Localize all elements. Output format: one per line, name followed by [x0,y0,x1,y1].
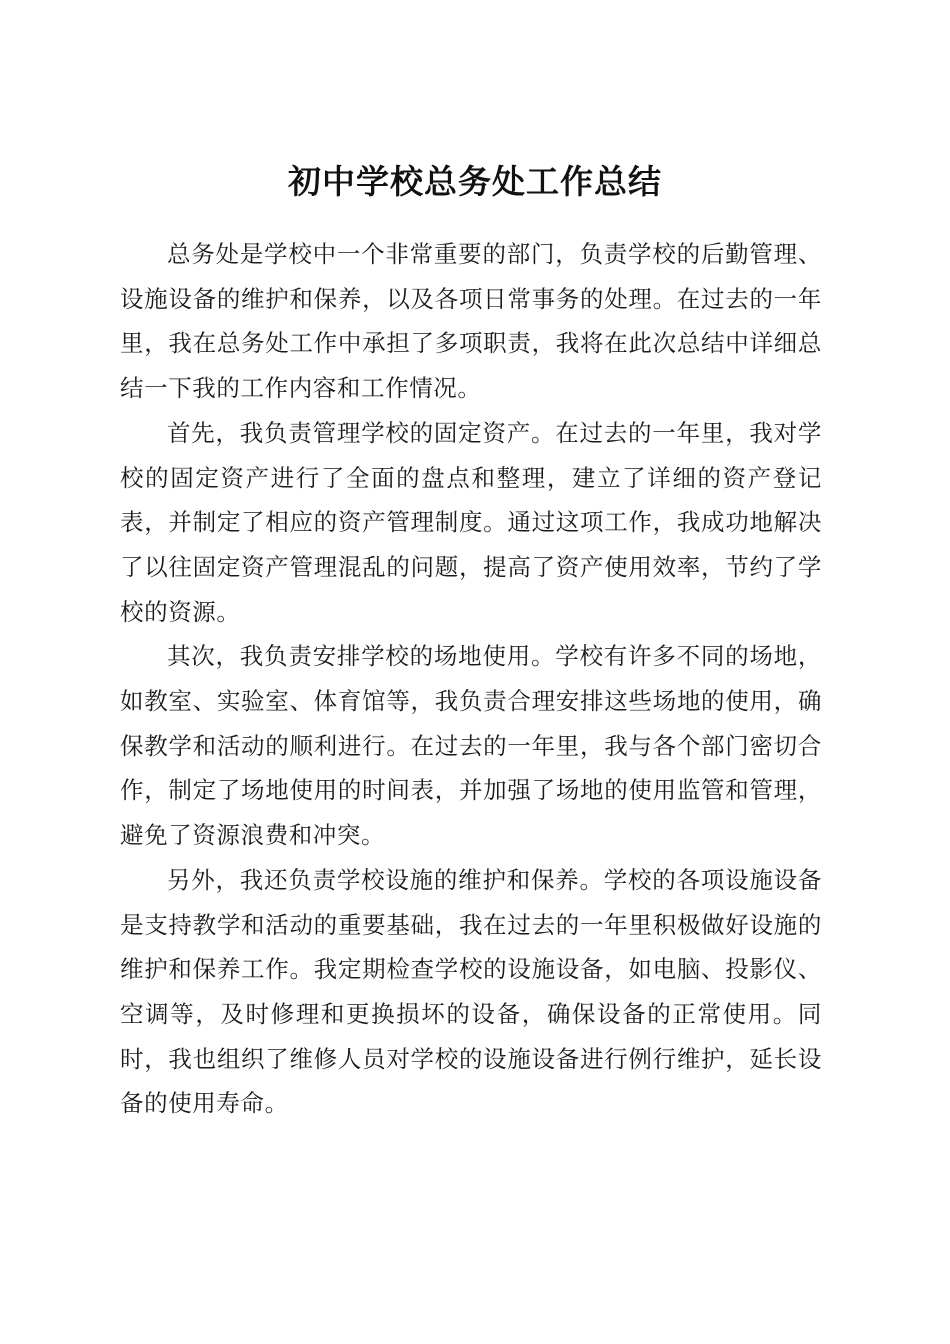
paragraph-facility-maintenance: 另外，我还负责学校设施的维护和保养。学校的各项设施设备是支持教学和活动的重要基础，我在过去的一年里积极做好设施的维护和保养工作。我定期检查学校的设施设备，如电脑、投影仪、空调等，及时修理和更换损坏的设备，确保设备的正常使用。同时，我也组织了维修人员对学校的设施设备进行例行维护，延长设备的使用寿命。 [120,865,822,1118]
paragraph-fixed-assets: 首先，我负责管理学校的固定资产。在过去的一年里，我对学校的固定资产进行了全面的盘点和整理，建立了详细的资产登记表，并制定了相应的资产管理制度。通过这项工作，我成功地解决了以往固定资产管理混乱的问题，提高了资产使用效率，节约了学校的资源。 [120,418,822,626]
page-title: 初中学校总务处工作总结 [288,162,662,202]
paragraph-venue-scheduling: 其次，我负责安排学校的场地使用。学校有许多不同的场地，如教室、实验室、体育馆等，我负责合理安排这些场地的使用，确保教学和活动的顺利进行。在过去的一年里，我与各个部门密切合作，制定了场地使用的时间表，并加强了场地的使用监管和管理，避免了资源浪费和冲突。 [120,642,822,850]
document-body [120,232,822,1126]
paragraph-intro: 总务处是学校中一个非常重要的部门，负责学校的后勤管理、设施设备的维护和保养，以及各项日常事务的处理。在过去的一年里，我在总务处工作中承担了多项职责，我将在此次总结中详细总结一下我的工作内容和工作情况。 [120,240,822,403]
